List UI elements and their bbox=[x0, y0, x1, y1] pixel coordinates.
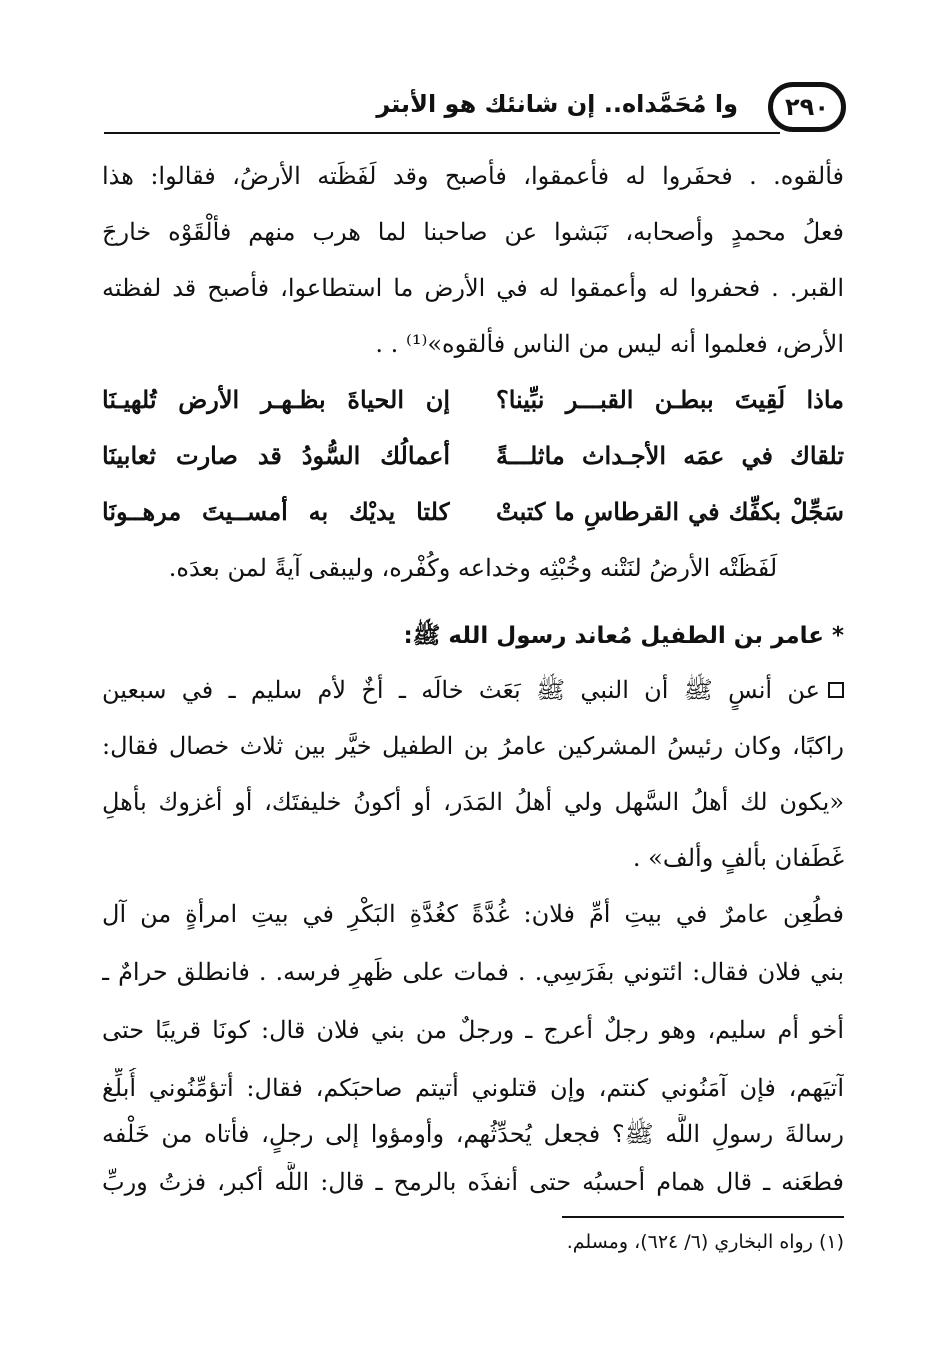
paragraph-line: القبر. . فحفروا له وأعمقوا له في الأرض ما استطاعوا، فأصبح قد لفظته bbox=[102, 274, 844, 302]
page-number-badge bbox=[768, 82, 846, 132]
poem-second-hemistich: إن الحياةَ بظـهـر الأرض تُلهيـنَا bbox=[102, 385, 450, 414]
poem-first-hemistich: تلقاك في عمَه الأجـداث ماثلـــةً bbox=[496, 441, 844, 470]
footnote-rule bbox=[562, 1216, 844, 1218]
paragraph-line: رسالةَ رسولِ اللَّه ﷺ؟ فجعل يُحدِّثُهم، وأومؤوا إلى رجلٍ، فأتاه من خَلْفه bbox=[102, 1120, 844, 1148]
poem-first-hemistich: سَجِّلْ بكفِّك في القرطاسِ ما كتبتْ bbox=[496, 497, 844, 526]
header-rule bbox=[104, 132, 780, 134]
paragraph-line: فطعَنه ـ قال همام أحسبُه حتى أنفذَه بالرمح ـ قال: اللَّه أكبر، فزتُ وربِّ bbox=[102, 1168, 844, 1196]
poem-verse bbox=[102, 432, 844, 480]
paragraph-line bbox=[102, 670, 844, 710]
paragraph-line: فعلُ محمدٍ وأصحابه، نَبَشوا عن صاحبنا لما هرب منهم فألْقَوْه خارجَ bbox=[102, 218, 844, 246]
square-bullet-icon bbox=[828, 682, 844, 698]
running-title: وا مُحَمَّداه.. إن شانئك هو الأبتر bbox=[376, 90, 738, 118]
paragraph-line: الأرض، فعلموا أنه ليس من الناس فألقوه»⁽¹⁾ . . bbox=[375, 330, 844, 358]
paragraph-line: فطُعِن عامرٌ في بيتِ أمِّ فلان: غُدَّةً كغُدَّةِ البَكْرِ في بيتِ امرأةٍ من آل bbox=[102, 900, 844, 928]
paragraph-line: أخو أم سليم، وهو رجلٌ أعرج ـ ورجلٌ من بني فلان قال: كونَا قريبًا حتى bbox=[102, 1016, 844, 1044]
poem-first-hemistich: ماذا لَقِيتَ ببطـن القبـــر نبِّينا؟ bbox=[496, 385, 844, 414]
page-header bbox=[104, 74, 846, 144]
poem-verse bbox=[102, 376, 844, 424]
paragraph-line: راكبًا، وكان رئيسُ المشركين عامرُ بن الطفيل خيَّر بين ثلاث خصال فقال: bbox=[102, 732, 844, 760]
poem-verse bbox=[102, 488, 844, 536]
paragraph-line: غَطَفان بألفٍ وألف» . bbox=[632, 844, 844, 872]
star-icon: * bbox=[831, 623, 844, 649]
paragraph-line: فألقوه. . فحفَروا له فأعمقوا، فأصبح وقد لَفَظَته الأرضُ، فقالوا: هذا bbox=[102, 162, 844, 190]
poem-second-hemistich: كلتا يديْك به أمســيتَ مرهــونَا bbox=[102, 497, 450, 526]
paragraph-line: آتيَهم، فإن آمَنُوني كنتم، وإن قتلوني أتيتم صاحبَكم، فقال: أتؤمِّنُوني أُبلِّغ bbox=[102, 1074, 844, 1102]
paragraph-line-text: عن أنسٍ ﷺ أن النبي ﷺ بَعَث خالَه ـ أخٌ لأم سليم ـ في سبعين bbox=[102, 676, 820, 704]
paragraph-line: بني فلان فقال: ائتوني بفَرَسِي. . فمات على ظَهرِ فرسه. . فانطلق حرامٌ ـ bbox=[102, 958, 844, 986]
poem-second-hemistich: أعمالُك السُّودُ قد صارت ثعابينَا bbox=[102, 441, 450, 470]
page-number: ٢٩٠ bbox=[785, 93, 829, 121]
paragraph-line: «يكون لك أهلُ السَّهل ولي أهلُ المَدَر، أو أكونُ خليفتَك، أو أغزوك بأهلِ bbox=[102, 788, 844, 816]
section-heading bbox=[102, 614, 844, 658]
after-poem-line: لَفَظَتْه الأرضُ لنَتْنه وخُبْثِه وخداعه وكُفْره، وليبقى آيةً لمن بعدَه. bbox=[168, 554, 778, 582]
footnote: (١) رواه البخاري (٦/ ٦٢٤)، ومسلم. bbox=[566, 1231, 844, 1253]
section-title: عامر بن الطفيل مُعاند رسول الله ﷺ: bbox=[403, 623, 824, 649]
